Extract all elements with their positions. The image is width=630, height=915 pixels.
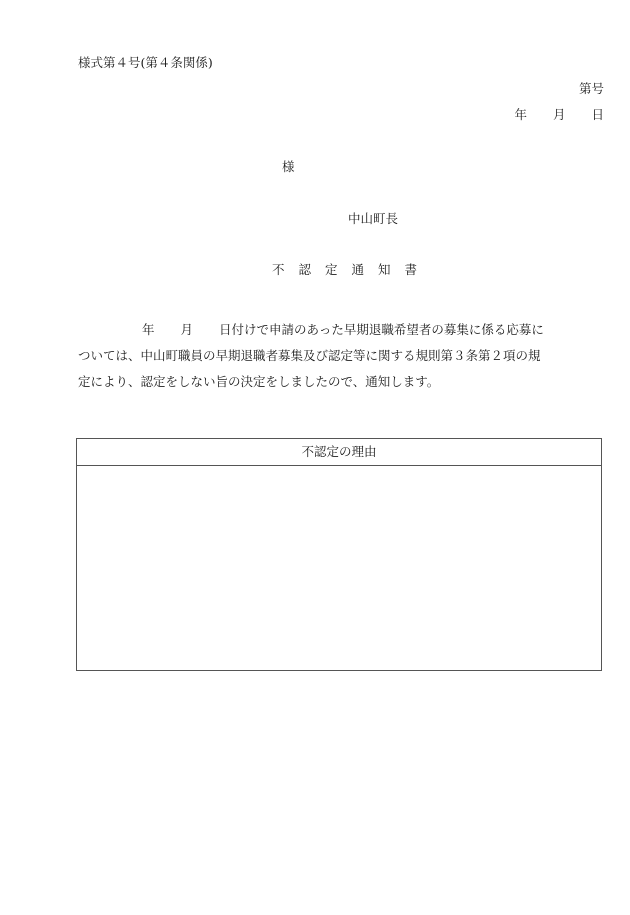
body-month: 月	[180, 322, 194, 337]
date-line	[514, 109, 604, 122]
document-title: 不認定通知書	[272, 262, 432, 277]
date-year: 年	[514, 107, 527, 122]
date-month: 月	[552, 107, 566, 122]
body-line-2: ついては、中山町職員の早期退職者募集及び認定等に関する規則第３条第２項の規	[78, 348, 541, 363]
reason-box-header: 不認定の理由	[77, 439, 601, 466]
reason-box-content	[77, 466, 601, 671]
body-line-1	[78, 317, 584, 343]
date-day: 日	[591, 107, 604, 122]
notice-body	[78, 317, 584, 395]
body-year: 年	[142, 322, 155, 337]
form-number: 様式第４号(第４条関係)	[78, 55, 213, 70]
body-line-3: 定により、認定をしない旨の決定をしましたので、通知します。	[78, 374, 440, 389]
document-number: 第号	[578, 81, 604, 96]
sender-name: 中山町長	[348, 211, 399, 226]
addressee-honorific: 様	[282, 159, 295, 174]
body-line-1-text: 日付けで申請のあった早期退職希望者の募集に係る応募に	[219, 322, 544, 337]
reason-box	[76, 438, 602, 671]
